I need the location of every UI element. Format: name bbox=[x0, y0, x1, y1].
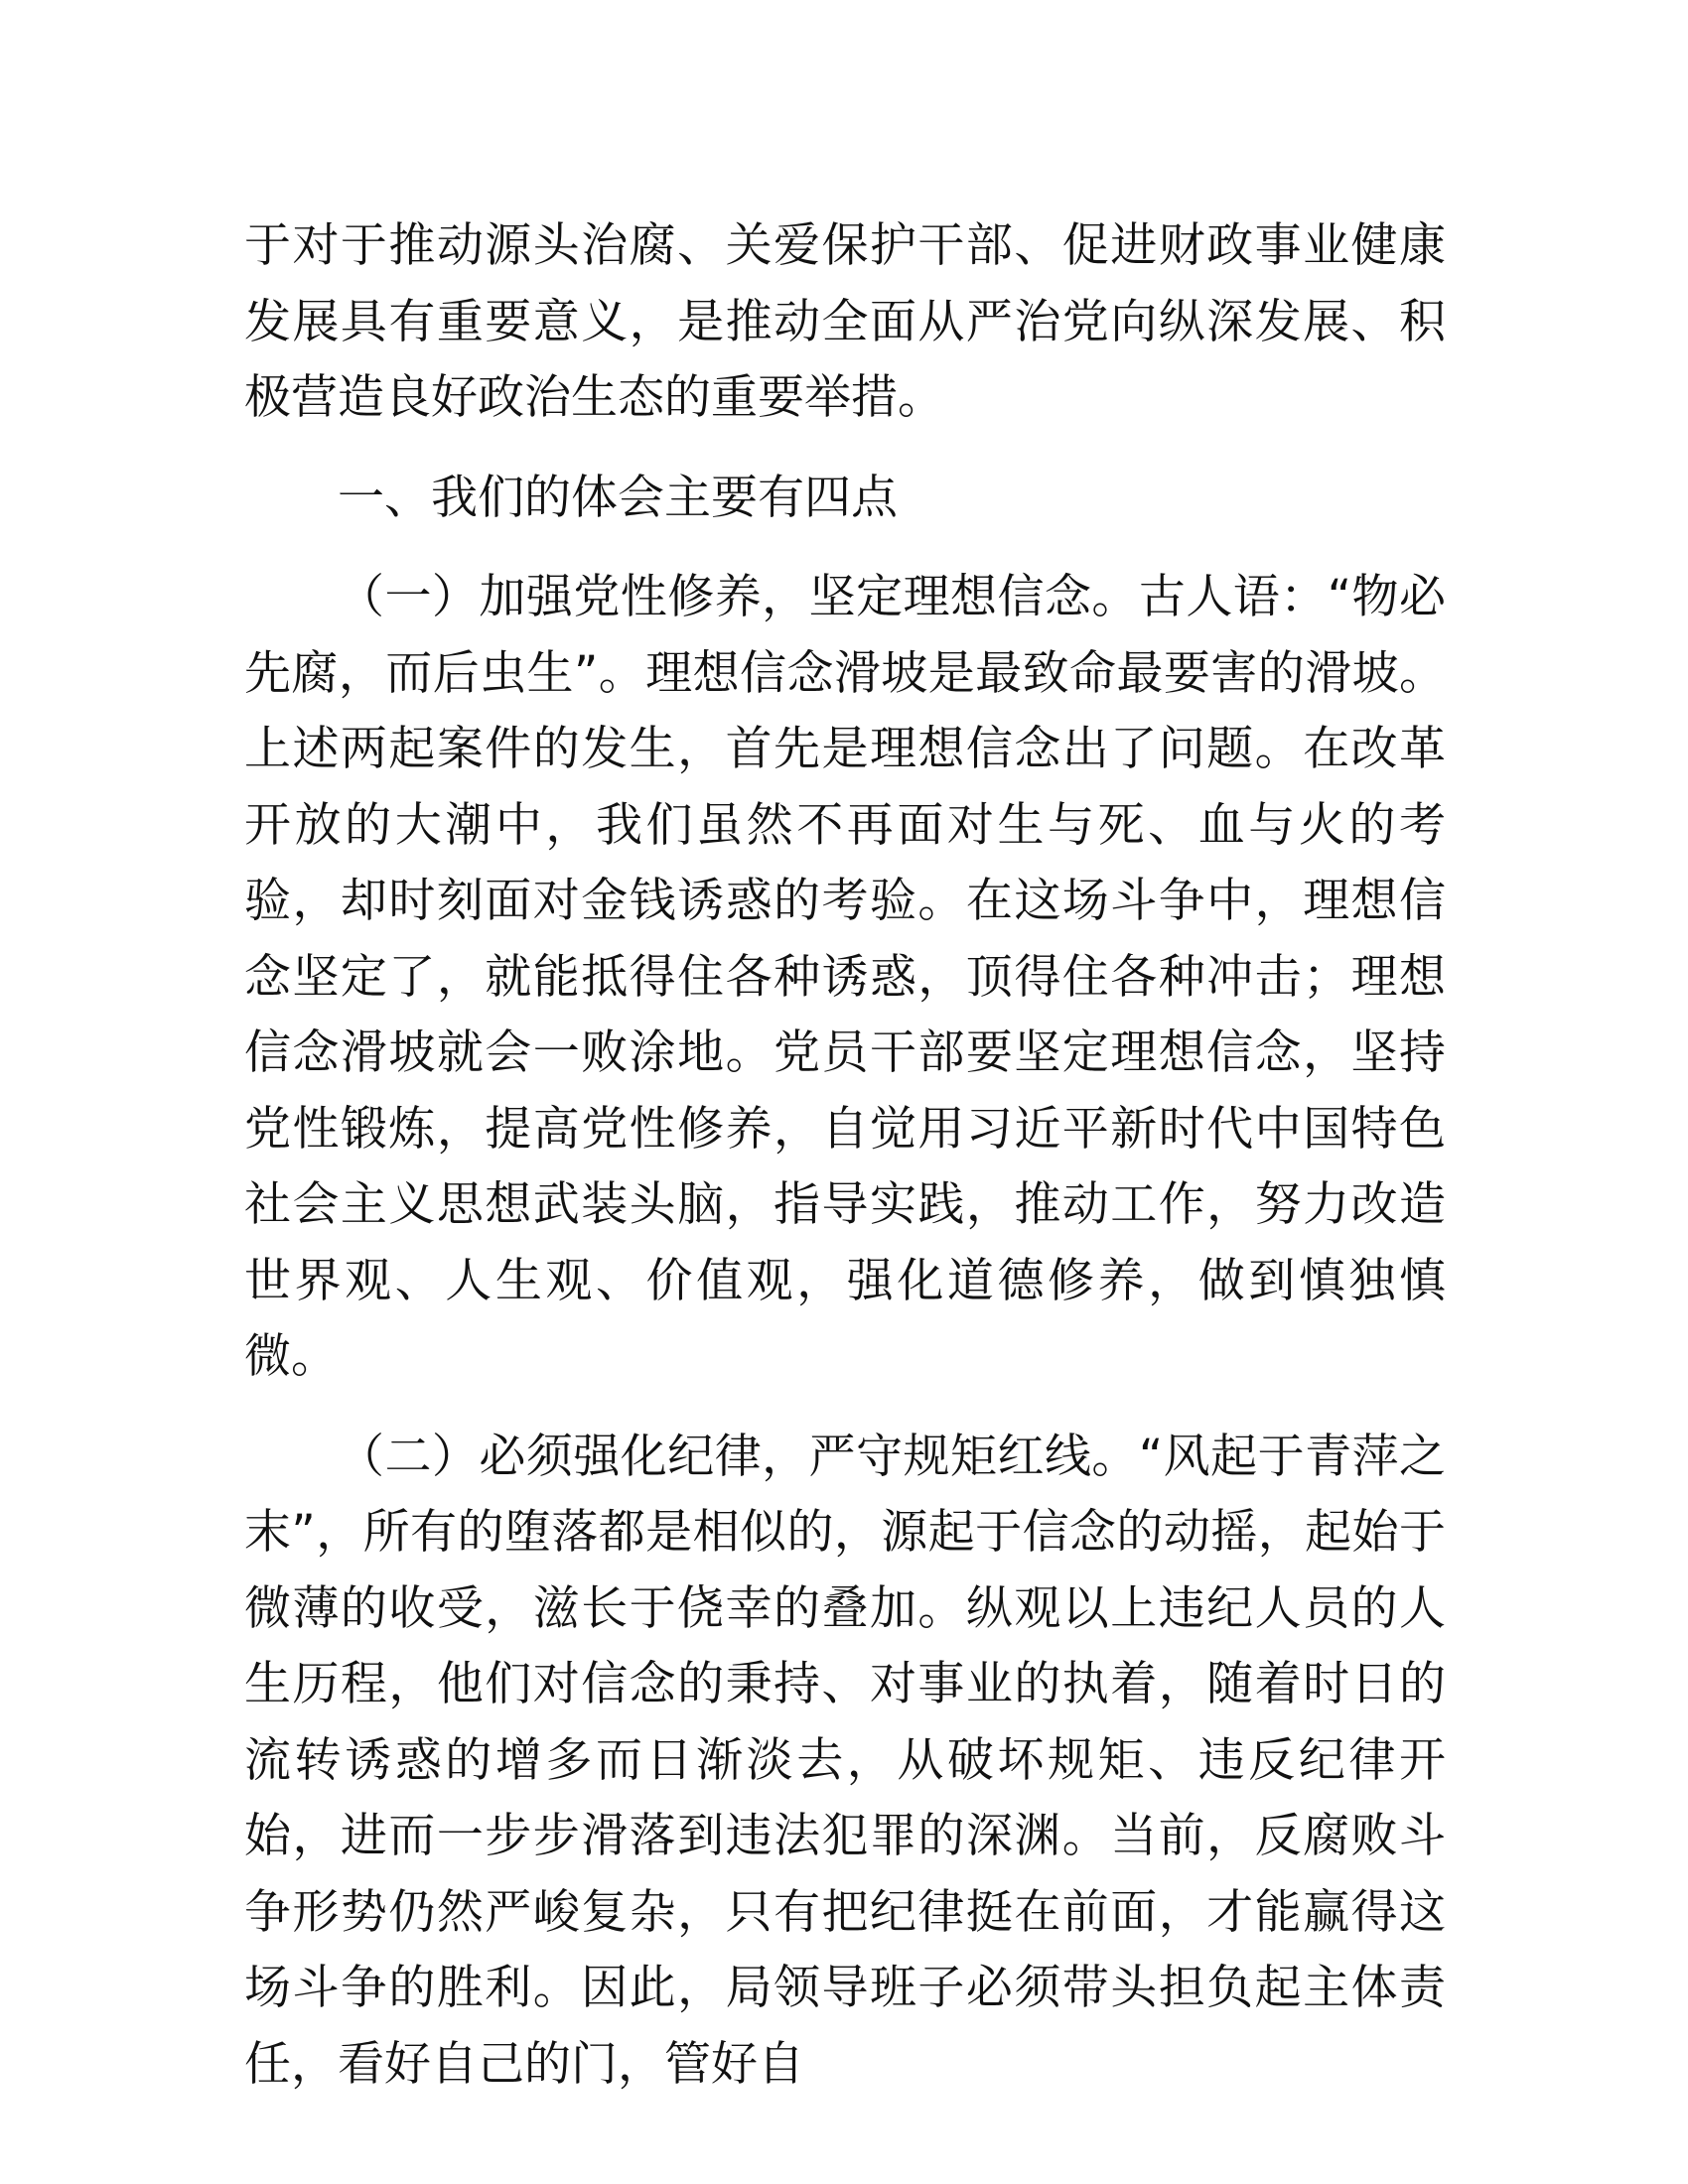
point-two-paragraph: （二）必须强化纪律，严守规矩红线。“风起于青萍之末”，所有的堕落都是相似的，源起于信念的动摇，起始于微薄的收受，滋长于侥幸的叠加。纵观以上违纪人员的人生历程，他们对信念的秉持、对事业的执着，随着时日的流转诱惑的增多而日渐淡去，从破坏规矩、违反纪律开始，进而一步步滑落到违法犯罪的深渊。当前，反腐败斗争形势仍然严峻复杂，只有把纪律挺在前面，才能赢得这场斗争的胜利。因此，局领导班子必须带头担负起主体责任，看好自己的门，管好自 bbox=[244, 1429, 1446, 2092]
point-one-paragraph: （一）加强党性修养，坚定理想信念。古人语：“物必先腐，而后虫生”。理想信念滑坡是最致命最要害的滑坡。上述两起案件的发生，首先是理想信念出了问题。在改革开放的大潮中，我们虽然不再面对生与死、血与火的考验，却时刻面对金钱诱惑的考验。在这场斗争中，理想信念坚定了，就能抵得住各种诱惑，顶得住各种冲击；理想信念滑坡就会一败涂地。党员干部要坚定理想信念，坚持党性锻炼，提高党性修养，自觉用习近平新时代中国特色社会主义思想武装头脑，指导实践，推动工作，努力改造世界观、人生观、价值观，强化道德修养，做到慎独慎微。 bbox=[244, 570, 1446, 1384]
intro-continuation-paragraph: 于对于推动源头治腐、关爱保护干部、促进财政事业健康发展具有重要意义，是推动全面从严治党向纵深发展、积极营造良好政治生态的重要举措。 bbox=[244, 218, 1446, 425]
section-heading: 一、我们的体会主要有四点 bbox=[338, 470, 898, 525]
body-text bbox=[244, 208, 1446, 2103]
